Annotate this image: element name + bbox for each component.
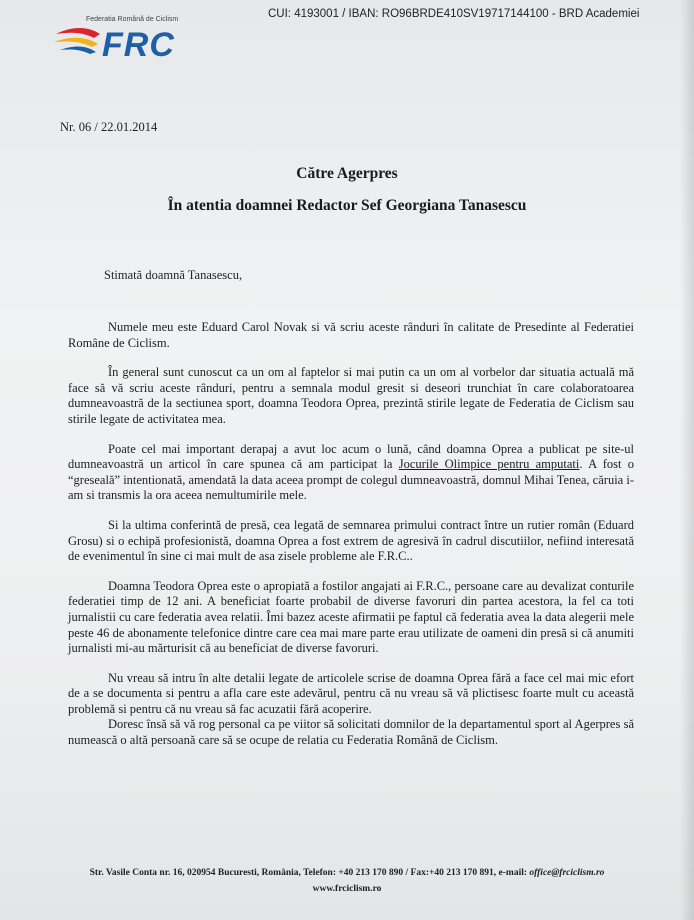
paragraph-3-start: Poate cel mai important derapaj a avut loc acum o lună, când doamna Oprea a publicat pe site-ul dumneavoastră un articol în care spunea că am participat la <box>68 441 634 472</box>
document-number: Nr. 06 / 22.01.2014 <box>60 120 158 134</box>
recipient-line-2: În atentia doamnei Redactor Sef Georgiana Tanasescu <box>167 197 527 214</box>
page-edge-shadow <box>680 0 694 920</box>
underlined-phrase: Jocurile Olimpice pentru amputati <box>398 457 580 472</box>
paragraph-6: Nu vreau să intru în alte detalii legate de articolele scrise de doamna Oprea fără a face cel mai mic efort de a se documenta si pentru a afla care este adevărul, pentru că nu vreau să vă plictisesc foarte mult cu această problemă si pentru că nu vreau să fac acuzatii fără acoperire. <box>68 670 634 716</box>
letter-body <box>68 320 634 763</box>
paragraph-2: În general sunt cunoscut ca un om al faptelor si mai putin ca un om al vorbelor dar situatia actuală mă face să vă scriu aceste rânduri, pentru a semnala modul gresit si deseori trunchiat în care colaboratoarea dumneavoastră de la sectiunea sport, doamna Teodora Oprea, prezintă stirile legate de Federatia de Ciclism sau stirile legate de activitatea mea. <box>68 365 634 426</box>
paragraph-3-end: . A fost o “greseală” intentionată, amendată la data aceea prompt de colegul dumneavoastră, domnul Mihai Tenea, căruia i-am si transmis la ora aceea nemultumirile mele. <box>68 457 634 503</box>
recipient-line-1: Către Agerpres <box>296 165 398 182</box>
footer-address-text: Str. Vasile Conta nr. 16, 020954 Bucuresti, România, Telefon: +40 213 170 890 / Fax:+40 213 170 891, e-mail: <box>89 868 530 878</box>
footer-address <box>0 868 694 878</box>
fiscal-ids: CUI: 4193001 / IBAN: RO96BRDE410SV19717144100 - BRD Academiei <box>268 8 640 20</box>
paragraph-7: Doresc însă să vă rog personal ca pe viitor să solicitati domnilor de la departamentul sport al Agerpres să numească o altă persoană care să se ocupe de relatia cu Federatia Română de Ciclism. <box>68 717 634 748</box>
paragraph-1: Numele meu este Eduard Carol Novak si vă scriu aceste rânduri în calitate de Presedinte al Federatiei Române de Ciclism. <box>68 320 634 350</box>
paragraph-3 <box>68 442 634 504</box>
logo-text: FRC <box>102 26 175 62</box>
footer-website: www.frciclism.ro <box>312 884 382 894</box>
salutation: Stimată doamnă Tanasescu, <box>104 268 243 282</box>
footer-email: office@frciclism.ro <box>529 868 605 878</box>
org-name: Federatia Română de Ciclism <box>86 16 179 23</box>
paragraph-4: Si la ultima conferintă de presă, cea legată de semnarea primului contract între un rutier român (Eduard Grosu) si o echipă profesionistă, doamna Oprea a fost extrem de agresivă în cadrul discutiilor, nefiind interesată de evenimentul în sine ci mai mult de asa zisele probleme ale F.R.C.. <box>68 517 634 564</box>
paragraph-5: Doamna Teodora Oprea este o apropiată a fostilor angajati ai F.R.C., persoane care au devalizat conturile federatiei timp de 12 ani. A beneficiat foarte probabil de diverse favoruri din partea acestora, la fel ca toti jurnalistii cu care federatia avea relatii. Îmi bazez aceste afirmatii pe faptul că federatia avea la data alegerii mele peste 46 de abonamente telefonice dintre care cea mai mare parte erau utilizate de oameni din presă si că anumiti jurnalisti mi-au mărturisit că au beneficiat de diverse favoruri. <box>68 578 634 656</box>
